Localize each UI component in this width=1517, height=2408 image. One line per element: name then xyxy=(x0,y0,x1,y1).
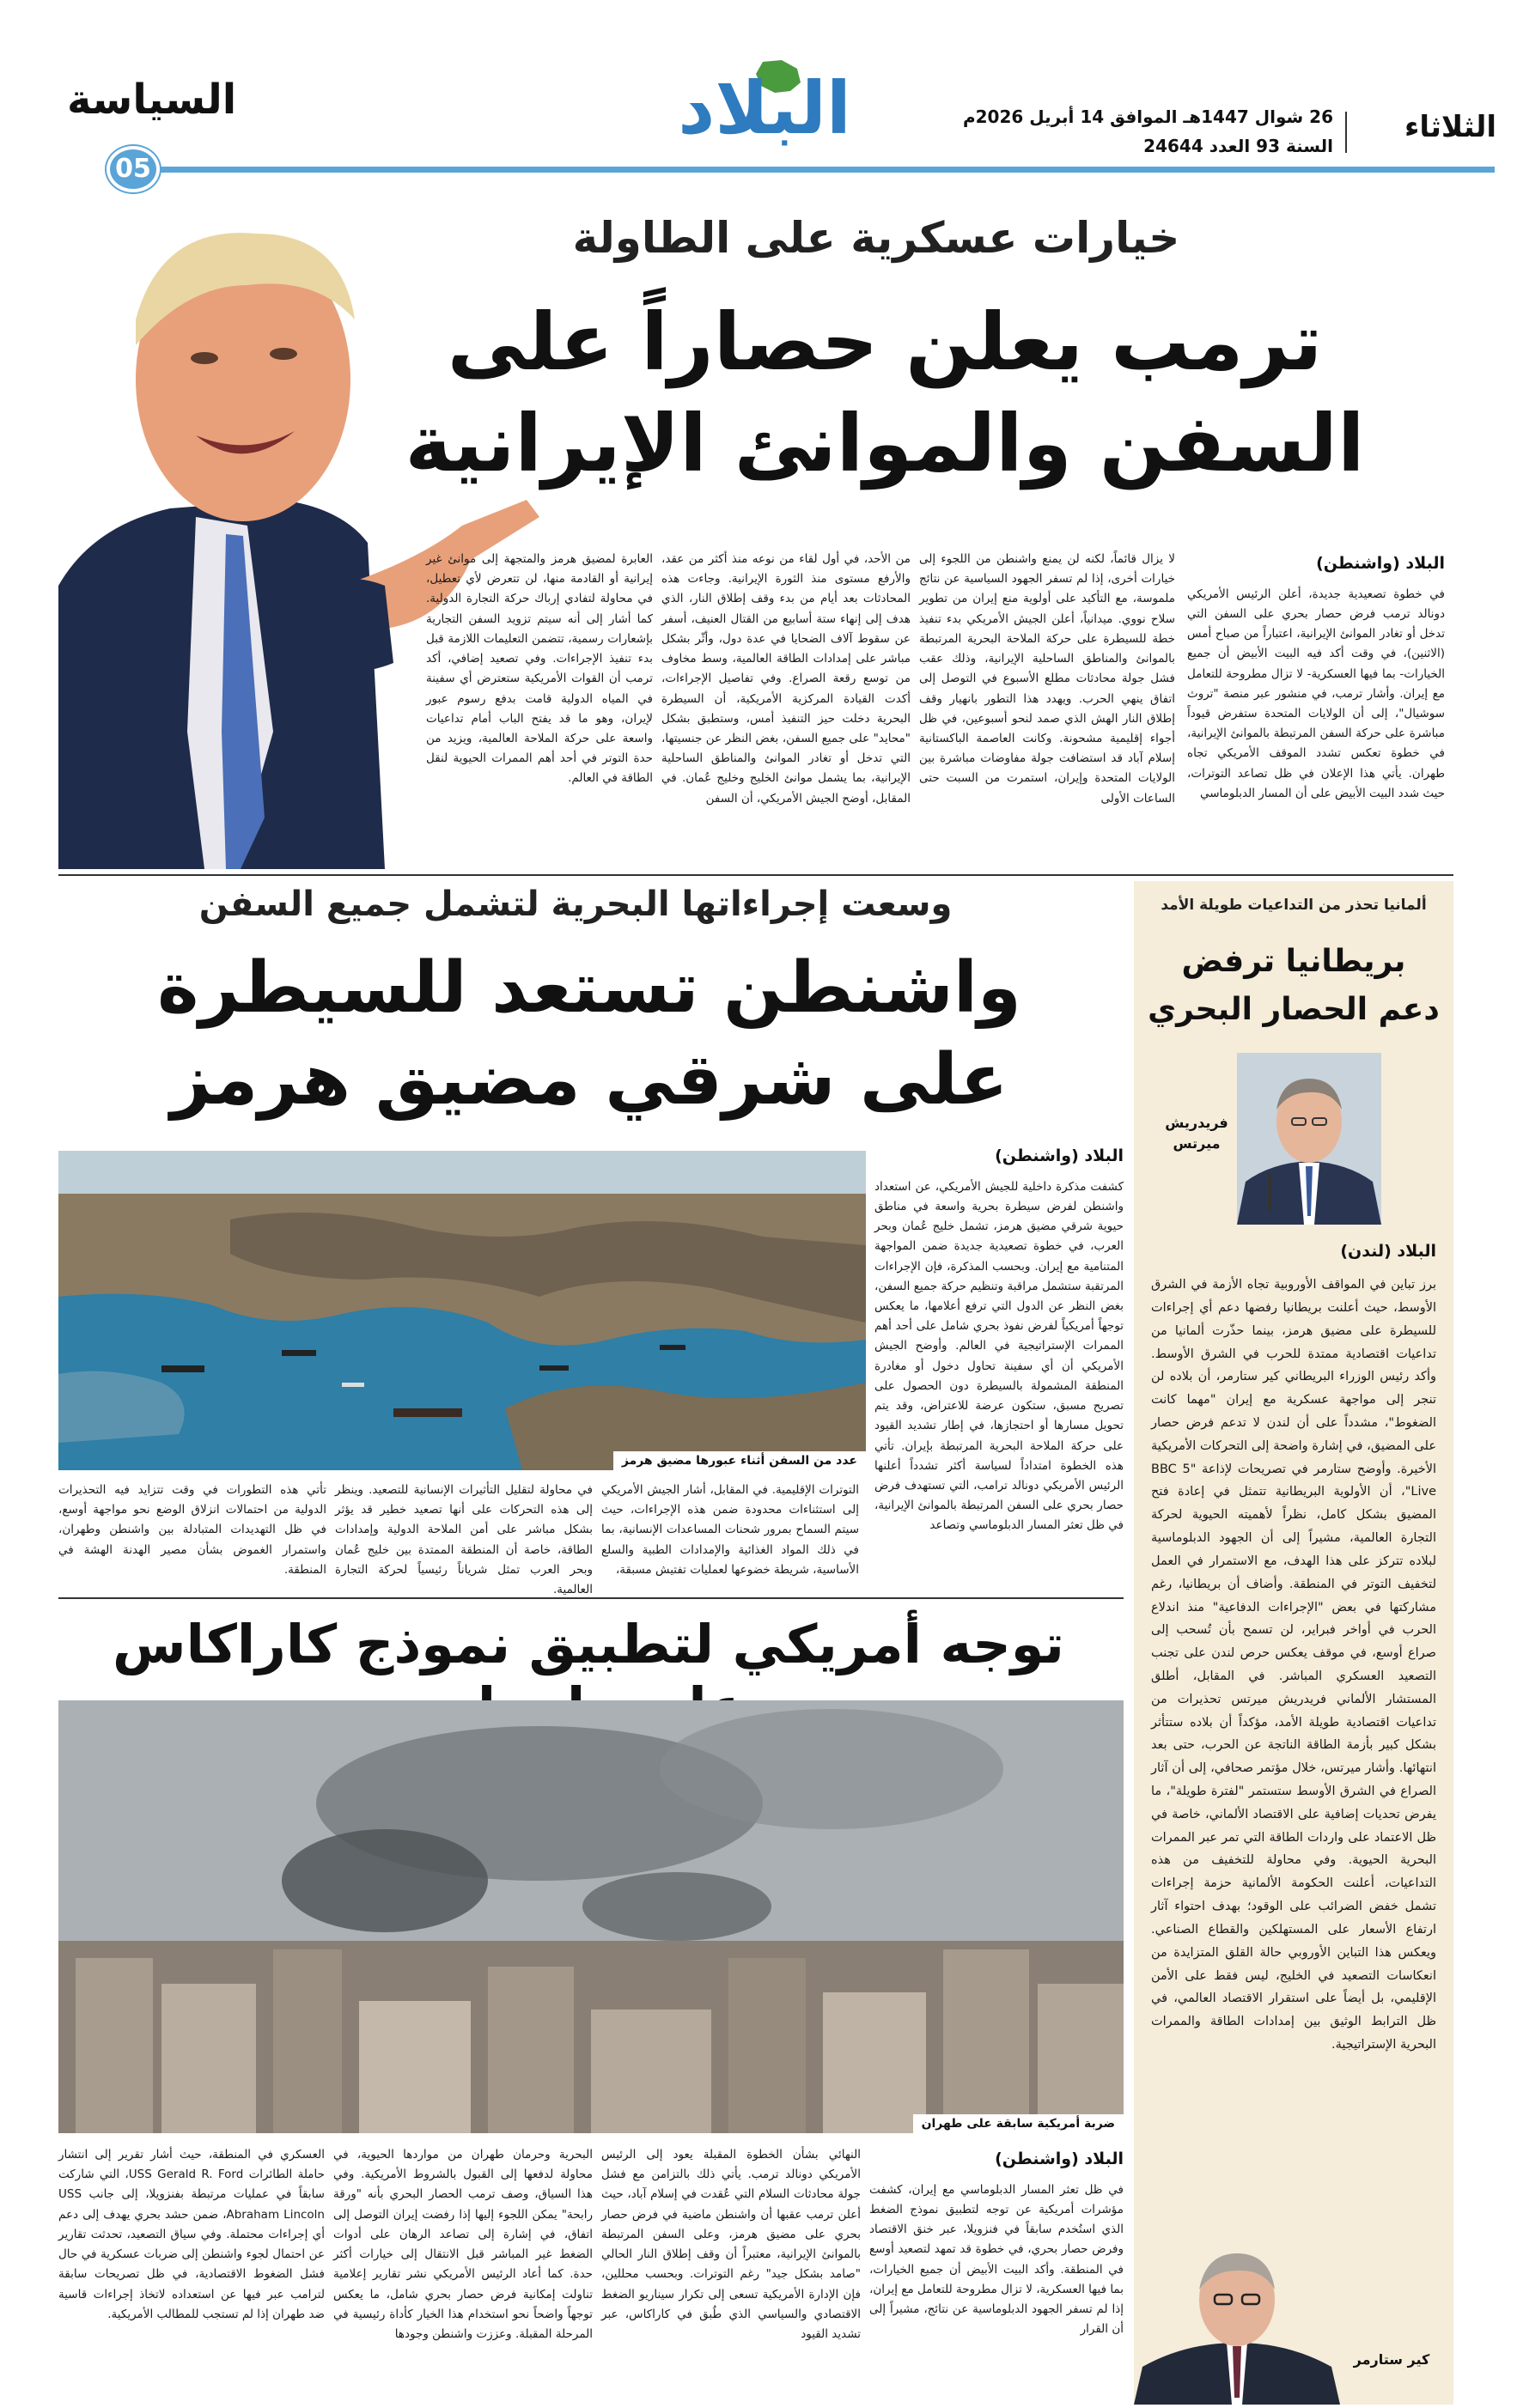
story2-byline: البلاد (واشنطن) xyxy=(995,1146,1124,1165)
day-label: الثلاثاء xyxy=(1404,110,1496,144)
story2-col-b2-text: في محاولة لتقليل التأثيرات الإنسانية للتصعيد. وينظر إلى هذه التحركات على أنها تصعيد خطير قد يؤثر بشكل مباشر على أمن الملاحة الدولية وإمدادات الطاقة، خاصة أن المنطقة الممتدة بين خليج عُمان وبحر العرب تمثل شرياناً رئيسياً لحركة التجارة العالمية. xyxy=(335,1483,593,1597)
story1-headline-line2: السفن والموانئ الإيرانية xyxy=(405,397,1365,490)
merz-photo xyxy=(1237,1053,1381,1225)
story2-headline-line1: واشنطن تستعد للسيطرة xyxy=(157,947,1021,1029)
story1-column-3 xyxy=(661,550,911,869)
sidebar-headline-line2: دعم الحصار البحري xyxy=(1148,991,1440,1027)
story3-byline: البلاد (واشنطن) xyxy=(995,2150,1124,2168)
story2-headline-line2: على شرقي مضيق هرمز xyxy=(170,1038,1008,1121)
story1-bottom-rule xyxy=(58,874,1453,876)
story1-kicker: خيارات عسكرية على الطاولة xyxy=(572,213,1180,263)
starmer-photo xyxy=(1134,2247,1340,2405)
story1-col4-text: العابرة لمضيق هرمز والمتجهة إلى موانئ غير إيرانية أو القادمة منها، لن تتعرض لأي تعطيل، في محاولة لتفادي إرباك حركة التجارة الدولية. كما أشار إلى أنه سيتم تزويد السفن التجارية بإشعارات رسمية، تتضمن التعليمات اللازمة قبل بدء تنفيذ الإجراءات. وفي تصعيد إضافي، أكد ترمب أن القوات الأمريكية ستعترض أي سفينة في المياه الدولية قامت بدفع رسوم عبور لإيران، وهو ما قد يفتح الباب أمام تداعيات واسعة على حركة الملاحة العالمية، ويزيد من حدة التوتر في أحد أهم الممرات الحيوية لنقل الطاقة في العالم. xyxy=(426,552,653,786)
masthead-divider xyxy=(1345,112,1347,153)
masthead xyxy=(0,0,1517,198)
sidebar-headline xyxy=(1141,938,1447,1034)
hormuz-photo xyxy=(58,1151,866,1470)
sidebar-byline: البلاد (لندن) xyxy=(1340,1242,1436,1261)
story1-column-1 xyxy=(1187,550,1445,869)
story3-col3-text: البحرية وحرمان طهران من مواردها الحيوية، في محاولة لدفعها إلى القبول بالشروط الأمريكية. وفي هذا السياق، وصف ترمب الحصار البحري بأنه "ورقة رابحة" يمكن اللجوء إليها إذا رفضت إيران التوصل إلى اتفاق، في إشارة إلى تصاعد الرهان على أدوات الضغط غير المباشر قبل الانتقال إلى خيارات أكثر حدة. كما أعاد الرئيس الأمريكي نشر تقارير إعلامية تناولت إمكانية فرض حصار بحري شامل، ما يعكس توجهاً واضحاً نحو استخدام هذا الخيار كأداة رئيسية في المرحلة المقبلة. وعززت واشنطن وجودها xyxy=(333,2148,593,2341)
story3-col4-text: العسكري في المنطقة، حيث أشار تقرير إلى انتشار حاملة الطائرات USS Gerald R. Ford، التي شاركت سابقاً في عمليات مرتبطة بفنزويلا، إلى جانب USS Abraham Lincoln، ضمن حشد بحري يهدف إلى دعم أي إجراءات محتملة. وفي سياق التصعيد، تحدثت تقارير عن احتمال لجوء واشنطن إلى ضربات عسكرية في حال فشل الضغوط الاقتصادية، في ظل تصريحات سابقة لترامب عبر فيها عن استعداده لاتخاذ إجراءات قاسية ضد طهران إذا لم تستجب للمطالب الأمريكية. xyxy=(58,2148,325,2321)
newspaper-logo xyxy=(653,57,876,149)
page-number: 05 xyxy=(115,154,151,184)
story2-col-b1-text: التوترات الإقليمية. في المقابل، أشار الجيش الأمريكي إلى استثناءات محدودة ضمن هذه الإجراءات، حيث سيتم السماح بمرور شحنات المساعدات الإنسانية، بما في ذلك المواد الغذائية والإمدادات الطبية والسلع الأساسية، شريطة خضوعها لعمليات تفتيش مسبقة، xyxy=(601,1483,859,1577)
hormuz-caption: عدد من السفن أثناء عبورها مضيق هرمز xyxy=(613,1451,866,1470)
story2-col-right-text: كشفت مذكرة داخلية للجيش الأمريكي، عن استعداد واشنطن لفرض سيطرة بحرية واسعة في مناطق حيوية شرقي مضيق هرمز، تشمل خليج عُمان وبحر العرب، في خطوة تصعيدية جديدة ضمن المواجهة المتنامية مع إيران. وبحسب المذكرة، فإن الإجراءات المرتقبة ستشمل مراقبة وتنظيم حركة جميع السفن، بغض النظر عن الدول التي ترفع أعلامها، ما يعكس توجهاً أمريكياً لفرض نفوذ بحري شامل على أحد أهم الممرات الإستراتيجية في العالم. وأوضح الجيش الأمريكي أن أي سفينة تحاول دخول أو مغادرة المنطقة المشمولة بالسيطرة دون الحصول على تصريح مسبق، ستكون عرضة للاعتراض، وقد يتم تحويل مسارها أو احتجازها، في إطار تشديد القيود على حركة الملاحة البحرية المرتبطة بإيران. تأتي هذه الخطوة امتداداً لسياسة أكثر تشدداً أعلنها الرئيس الأمريكي دونالد ترامب، التي تستهدف فرض حصار بحري على السفن المرتبطة بالموانئ الإيرانية، في ظل تعثر المسار الدبلوماسي وتصاعد xyxy=(874,1179,1124,1533)
masthead-rule xyxy=(120,167,1495,173)
story2-headline xyxy=(58,943,1120,1126)
date-line: 26 شوال 1447هـ الموافق 14 أبريل 2026م xyxy=(962,106,1333,127)
story1-col2-text: لا يزال قائماً، لكنه لن يمنع واشنطن من اللجوء إلى خيارات أخرى، إذا لم تسفر الجهود السياسية عن نتائج ملموسة، مع التأكيد على أولوية منع إيران من تطوير سلاح نووي. ميدانياً، أعلن الجيش الأمريكي بدء تنفيذ خطة للسيطرة على حركة الملاحة البحرية المرتبطة بالموانئ والمناطق الساحلية الإيرانية، وذلك عقب فشل جولة محادثات مطلع الأسبوع في التوصل إلى اتفاق ينهي الحرب. ويهدد هذا التطور بانهيار وقف إطلاق النار الهش الذي صمد لنحو أسبوعين، في ظل أجواء إقليمية مشحونة. وكانت العاصمة الباكستانية إسلام آباد قد استضافت جولة مفاوضات مباشرة بين الولايات المتحدة وإيران، استمرت من السبت حتى الساعات الأولى xyxy=(919,552,1175,806)
story2-column-right xyxy=(874,1142,1124,1587)
story2-column-b1 xyxy=(601,1481,859,1587)
tehran-photo xyxy=(58,1700,1124,2133)
story1-byline: البلاد (واشنطن) xyxy=(1316,554,1445,573)
story3-col2-text: النهائي بشأن الخطوة المقبلة يعود إلى الرئيس الأمريكي دونالد ترمب. يأتي ذلك بالتزامن مع فشل جولة محادثات السلام التي عُقدت في إسلام آباد، حيث أعلن ترمب عقبها أن واشنطن ماضية في فرض حصار بحري على مضيق هرمز، وعلى السفن المرتبطة بالموانئ الإيرانية، معتبراً أن وقف إطلاق النار الحالي "صامد بشكل جيد" رغم التوترات. وبحسب محللين، فإن الإدارة الأمريكية تسعى إلى تكرار سيناريو الضغط الاقتصادي والسياسي الذي طُبق في كاراكاس، عبر تشديد القيود xyxy=(601,2148,861,2341)
story3-column-2 xyxy=(601,2145,861,2394)
sidebar-headline-line1: بريطانيا ترفض xyxy=(1181,944,1406,979)
page-number-badge xyxy=(107,146,160,192)
story1-column-4 xyxy=(426,550,653,869)
story3-column-4 xyxy=(58,2145,325,2394)
story3-column-3 xyxy=(333,2145,593,2394)
story3-headline: توجه أمريكي لتطبيق نموذج كاراكاس xyxy=(113,1613,1064,1675)
story3-column-1 xyxy=(869,2145,1124,2394)
tehran-caption: ضربة أمريكية سابقة على طهران xyxy=(913,2114,1124,2133)
story1-col3-text: من الأحد، في أول لقاء من نوعه منذ أكثر من عقد، والأرفع مستوى منذ الثورة الإيرانية. وجاءت هذه المحادثات بعد أيام من بدء وقف إطلاق النار، الذي هدف إلى إنهاء ستة أسابيع من القتال العنيف، أسفر عن سقوط آلاف الضحايا في عدة دول، وأثّر بشكل مباشر على إمدادات الطاقة العالمية، وسط مخاوف من توسع رقعة الصراع. وفي تفاصيل الإجراءات، أكدت القيادة المركزية الأمريكية، أن السيطرة البحرية دخلت حيز التنفيذ أمس، وستطبق بشكل "محايد" على جميع السفن، بغض النظر عن جنسيتها، التي تدخل أو تغادر الموانئ والمناطق الساحلية الإيرانية، بما يشمل موانئ الخليج وخليج عُمان. في المقابل، أوضح الجيش الأمريكي، أن السفن xyxy=(661,552,911,806)
sidebar-column xyxy=(1151,1237,1436,2241)
story2-col-b3-text: تأتي هذه التطورات في وقت تتزايد فيه التحذيرات الدولية من احتمالات انزلاق الوضع نحو مواجهة أوسع، في ظل التهديدات المتبادلة بين واشنطن وطهران، واستمرار الغموض بشأن مصير الهدنة الهشة في المنطقة. xyxy=(58,1483,326,1577)
merz-caption: فريدريش ميرتس xyxy=(1165,1115,1228,1152)
logo-text: البلاد xyxy=(678,66,851,150)
story1-col1-text: في خطوة تصعيدية جديدة، أعلن الرئيس الأمريكي دونالد ترمب فرض حصار بحري على السفن التي تدخل أو تغادر الموانئ الإيرانية، اعتباراً من صباح أمس (الاثنين)، في وقت أكد فيه البيت الأبيض أن جميع الخيارات- بما فيها العسكرية- لا تزال مطروحة للتعامل مع إيران. وأشار ترمب، في منشور عبر منصة "تروث سوشيال"، إلى أن الولايات المتحدة ستفرض قيوداً مباشرة على حركة السفن المرتبطة بالموانئ الإيرانية، في خطوة تعكس تشدد الموقف الأمريكي تجاه طهران. يأتي هذا الإعلان في ظل تصاعد التوترات، حيث شدد البيت الأبيض على أن المسار الدبلوماسي xyxy=(1187,587,1445,800)
story2-bottom-rule xyxy=(58,1597,1124,1599)
issue-line: السنة 93 العدد 24644 xyxy=(1143,136,1333,156)
story2-column-b3 xyxy=(58,1481,326,1587)
story3-col1-text: في ظل تعثر المسار الدبلوماسي مع إيران، كشفت مؤشرات أمريكية عن توجه لتطبيق نموذج الضغط الذي استُخدم سابقاً في فنزويلا، عبر خنق الاقتصاد وفرض حصار بحري، في خطوة قد تمهد لتصعيد أوسع في المنطقة. وأكد البيت الأبيض أن جميع الخيارات، بما فيها العسكرية، لا تزال مطروحة للتعامل مع إيران، إذا لم تسفر الجهود الدبلوماسية عن نتائج، مشيراً إلى أن القرار xyxy=(869,2182,1124,2337)
sidebar-kicker: ألمانيا تحذر من التداعيات طويلة الأمد xyxy=(1161,897,1427,914)
sidebar xyxy=(1134,881,1453,2405)
section-title: السياسة xyxy=(67,76,237,124)
story2-column-b2 xyxy=(335,1481,593,1597)
sidebar-body-text: برز تباين في المواقف الأوروبية تجاه الأزمة في الشرق الأوسط، حيث أعلنت بريطانيا رفضها دعم أي إجراءات للسيطرة على مضيق هرمز، بينما حذّرت ألمانيا من تداعيات اقتصادية ممتدة للحرب في الشرق الأوسط. وأكد رئيس الوزراء البريطاني كير ستارمر، أن بلاده لن تنجر إلى مواجهة عسكرية مع إيران "مهما كانت الضغوط"، مشدداً على أن لندن لا تدعم فرض حصار على المضيق، في إشارة واضحة إلى التحركات الأمريكية الأخيرة. وأوضح ستارمر في تصريحات لإذاعة "BBC 5 Live"، أن الأولوية البريطانية تتمثل في إعادة فتح المضيق بشكل كامل، نظراً لأهميته الحيوية لحركة التجارة العالمية، مشيراً إلى أن الجهود الدبلوماسية لبلاده تتركز على هذا الهدف، مع الاستمرار في العمل لتخفيف التوتر في المنطقة. وأضاف أن بريطانيا، رغم مشاركتها في بعض "الإجراءات الدفاعية" منذ اندلاع الحرب في أواخر فبراير، لن تسمح بأن تُسحب إلى صراع أوسع، في موقف يعكس حرص لندن على تجنب التصعيد العسكري المباشر. في المقابل، أطلق المستشار الألماني فريدريش ميرتس تحذيرات من تداعيات اقتصادية طويلة الأمد، مؤكداً أن بلاده ستتأثر بشكل كبير بأزمة الطاقة الناتجة عن الحرب، حتى بعد انتهائها. وأشار ميرتس، خلال مؤتمر صحافي، إلى أن آثار الصراع في الشرق الأوسط ستستمر "لفترة طويلة"، ما يفرض تحديات إضافية على الاقتصاد الألماني، خاصة في ظل الاعتماد على واردات الطاقة التي تمر عبر الممرات البحرية الحيوية. وفي محاولة للتخفيف من هذه التداعيات، أعلنت الحكومة الألمانية حزمة إجراءات تشمل خفض الضرائب على الوقود؛ بهدف احتواء آثار ارتفاع الأسعار على المستهلكين والقطاع الصناعي. ويعكس هذا التباين الأوروبي حالة القلق المتزايدة من انعكاسات التصعيد في الخليج، ليس فقط على الأمن الإقليمي، بل أيضاً على استقرار الاقتصاد العالمي، في ظل الترابط الوثيق بين إمدادات الطاقة والممرات البحرية الإستراتيجية. xyxy=(1151,1278,1437,2052)
story1-headline-line1: ترمب يعلن حصاراً على xyxy=(447,296,1323,388)
story1-column-2 xyxy=(919,550,1175,869)
starmer-caption: كير ستارمر xyxy=(1353,2351,1430,2368)
story2-kicker: وسعت إجراءاتها البحرية لتشمل جميع السفن xyxy=(198,885,953,924)
